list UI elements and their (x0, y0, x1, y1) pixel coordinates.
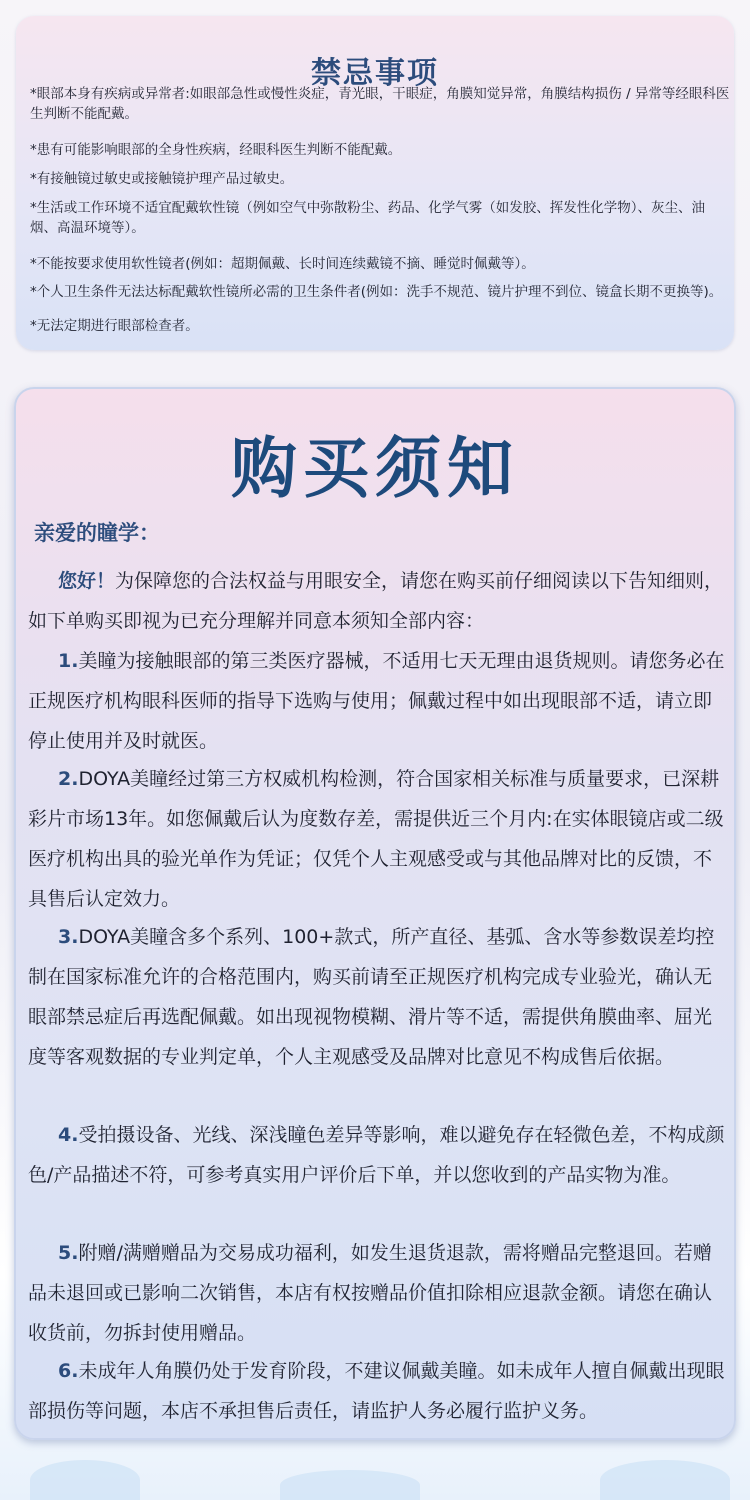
contraindication-item: *有接触镜过敏史或接触镜护理产品过敏史。 (30, 171, 294, 187)
notice-item-number: 3. (58, 926, 79, 948)
intro-lead: 您好！ (58, 570, 116, 592)
notice-item-3 (28, 917, 728, 1077)
intro-paragraph (28, 561, 728, 641)
notice-item-number: 2. (58, 768, 79, 790)
notice-item-text: 受拍摄设备、光线、深浅瞳色差异等影响，难以避免存在轻微色差，不构成颜色/产品描述不符，可参考真实用户评价后下单，并以您收到的产品实物为准。 (28, 1124, 725, 1186)
background-decoration (600, 1460, 730, 1500)
contraindications-title: 禁忌事项 (311, 56, 439, 91)
contraindications-card (16, 16, 734, 350)
notice-item-text: DOYA美瞳含多个系列、100+款式，所产直径、基弧、含水等参数误差均控制在国家标准允许的合格范围内，购买前请至正规医疗机构完成专业验光，确认无眼部禁忌症后再选配佩戴。如出现视物模糊、滑片等不适，需提供角膜曲率、屈光度等客观数据的专业判定单，个人主观感受及品牌对比意见不构成售后依据。 (28, 926, 715, 1068)
purchase-notice-card (14, 387, 736, 1440)
notice-item-text: DOYA美瞳经过第三方权威机构检测，符合国家相关标准与质量要求，已深耕彩片市场13年。如您佩戴后认为度数存差，需提供近三个月内:在实体眼镜店或二级医疗机构出具的验光单作为凭证；仅凭个人主观感受或与其他品牌对比的反馈，不具售后认定效力。 (28, 768, 724, 910)
intro-text: 为保障您的合法权益与用眼安全，请您在购买前仔细阅读以下告知细则，如下单购买即视为已充分理解并同意本须知全部内容： (28, 570, 724, 632)
notice-item-number: 4. (58, 1124, 79, 1146)
notice-item-1 (28, 641, 728, 761)
contraindication-item: *患有可能影响眼部的全身性疾病，经眼科医生判断不能配戴。 (30, 142, 402, 158)
contraindication-item: *不能按要求使用软性镜者(例如：超期佩戴、长时间连续戴镜不摘、睡觉时佩戴等）。 (30, 256, 535, 272)
notice-item-5 (28, 1233, 728, 1353)
background-decoration (30, 1460, 140, 1500)
contraindication-item: *眼部本身有疾病或异常者:如眼部急性或慢性炎症，青光眼，干眼症，角膜知觉异常，角膜结构损伤 / 异常等经眼科医生判断不能配戴。 (30, 86, 730, 122)
notice-item-text: 未成年人角膜仍处于发育阶段，不建议佩戴美瞳。如未成年人擅自佩戴出现眼部损伤等问题，本店不承担售后责任，请监护人务必履行监护义务。 (28, 1360, 725, 1422)
greeting: 亲爱的瞳学： (34, 521, 160, 545)
notice-item-6 (28, 1351, 728, 1431)
notice-item-text: 美瞳为接触眼部的第三类医疗器械，不适用七天无理由退货规则。请您务必在正规医疗机构眼科医师的指导下选购与使用；佩戴过程中如出现眼部不适，请立即停止使用并及时就医。 (28, 650, 725, 752)
notice-item-number: 6. (58, 1360, 79, 1382)
notice-item-text: 附赠/满赠赠品为交易成功福利，如发生退货退款，需将赠品完整退回。若赠品未退回或已影响二次销售，本店有权按赠品价值扣除相应退款金额。请您在确认收货前，勿拆封使用赠品。 (28, 1242, 713, 1344)
contraindication-item: *个人卫生条件无法达标配戴软性镜所必需的卫生条件者(例如：洗手不规范、镜片护理不到位、镜盒长期不更换等)。 (30, 284, 723, 300)
notice-item-4 (28, 1115, 728, 1195)
notice-item-2 (28, 759, 728, 919)
background-decoration (280, 1470, 420, 1500)
notice-item-number: 1. (58, 650, 79, 672)
purchase-notice-title: 购买须知 (231, 430, 519, 507)
contraindication-item: *生活或工作环境不适宜配戴软性镜（例如空气中弥散粉尘、药品、化学气雾（如发胶、挥发性化学物）、灰尘、油烟、高温环境等）。 (30, 200, 705, 236)
contraindication-item: *无法定期进行眼部检查者。 (30, 318, 199, 334)
notice-item-number: 5. (58, 1242, 79, 1264)
